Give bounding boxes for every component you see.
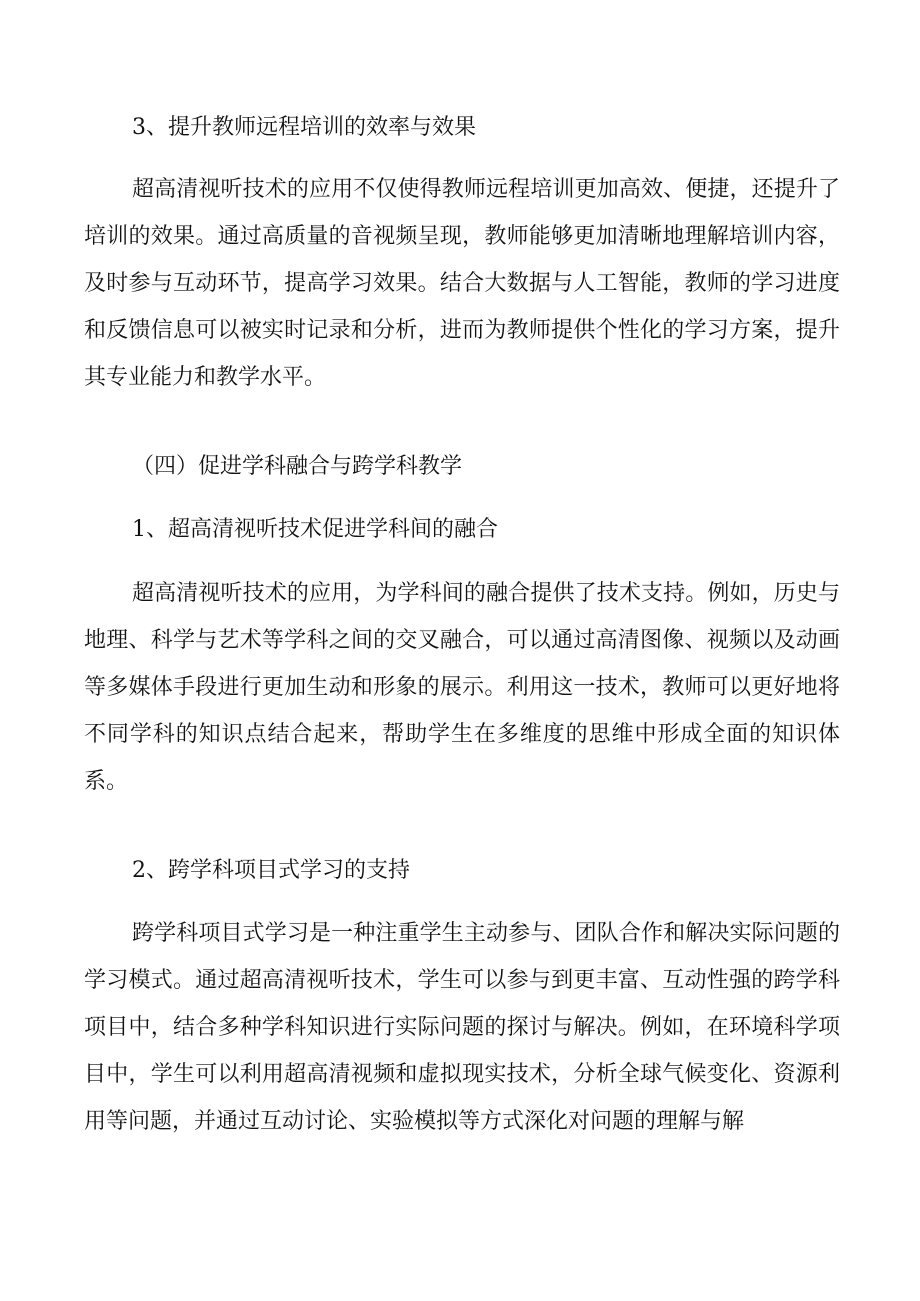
section-heading-4: （四）促进学科融合与跨学科教学: [132, 454, 463, 479]
subsection-heading-4-1: 1、超高清视听技术促进学科间的融合: [132, 517, 498, 542]
paragraph-teacher-training: 超高清视听技术的应用不仅使得教师远程培训更加高效、便捷，还提升了培训的效果。通过高质量的音视频呈现，教师能够更加清晰地理解培训内容，及时参与互动环节，提高学习效果。结合大数据与人工智能，教师的学习进度和反馈信息可以被实时记录和分析，进而为教师提供个性化的学习方案，提升其专业能力和教学水平。: [84, 177, 840, 390]
paragraph-discipline-integration: 超高清视听技术的应用，为学科间的融合提供了技术支持。例如，历史与地理、科学与艺术等学科之间的交叉融合，可以通过高清图像、视频以及动画等多媒体手段进行更加生动和形象的展示。利用这一技术，教师可以更好地将不同学科的知识点结合起来，帮助学生在多维度的思维中形成全面的知识体系。: [84, 581, 840, 794]
paragraph-project-learning: 跨学科项目式学习是一种注重学生主动参与、团队合作和解决实际问题的学习模式。通过超高清视听技术，学生可以参与到更丰富、互动性强的跨学科项目中，结合多种学科知识进行实际问题的探讨与解决。例如，在环境科学项目中，学生可以利用超高清视频和虚拟现实技术，分析全球气候变化、资源利用等问题，并通过互动讨论、实验模拟等方式深化对问题的理解与解: [84, 921, 840, 1134]
subsection-heading-3: 3、提升教师远程培训的效率与效果: [132, 115, 476, 140]
subsection-heading-4-2: 2、跨学科项目式学习的支持: [132, 858, 410, 883]
